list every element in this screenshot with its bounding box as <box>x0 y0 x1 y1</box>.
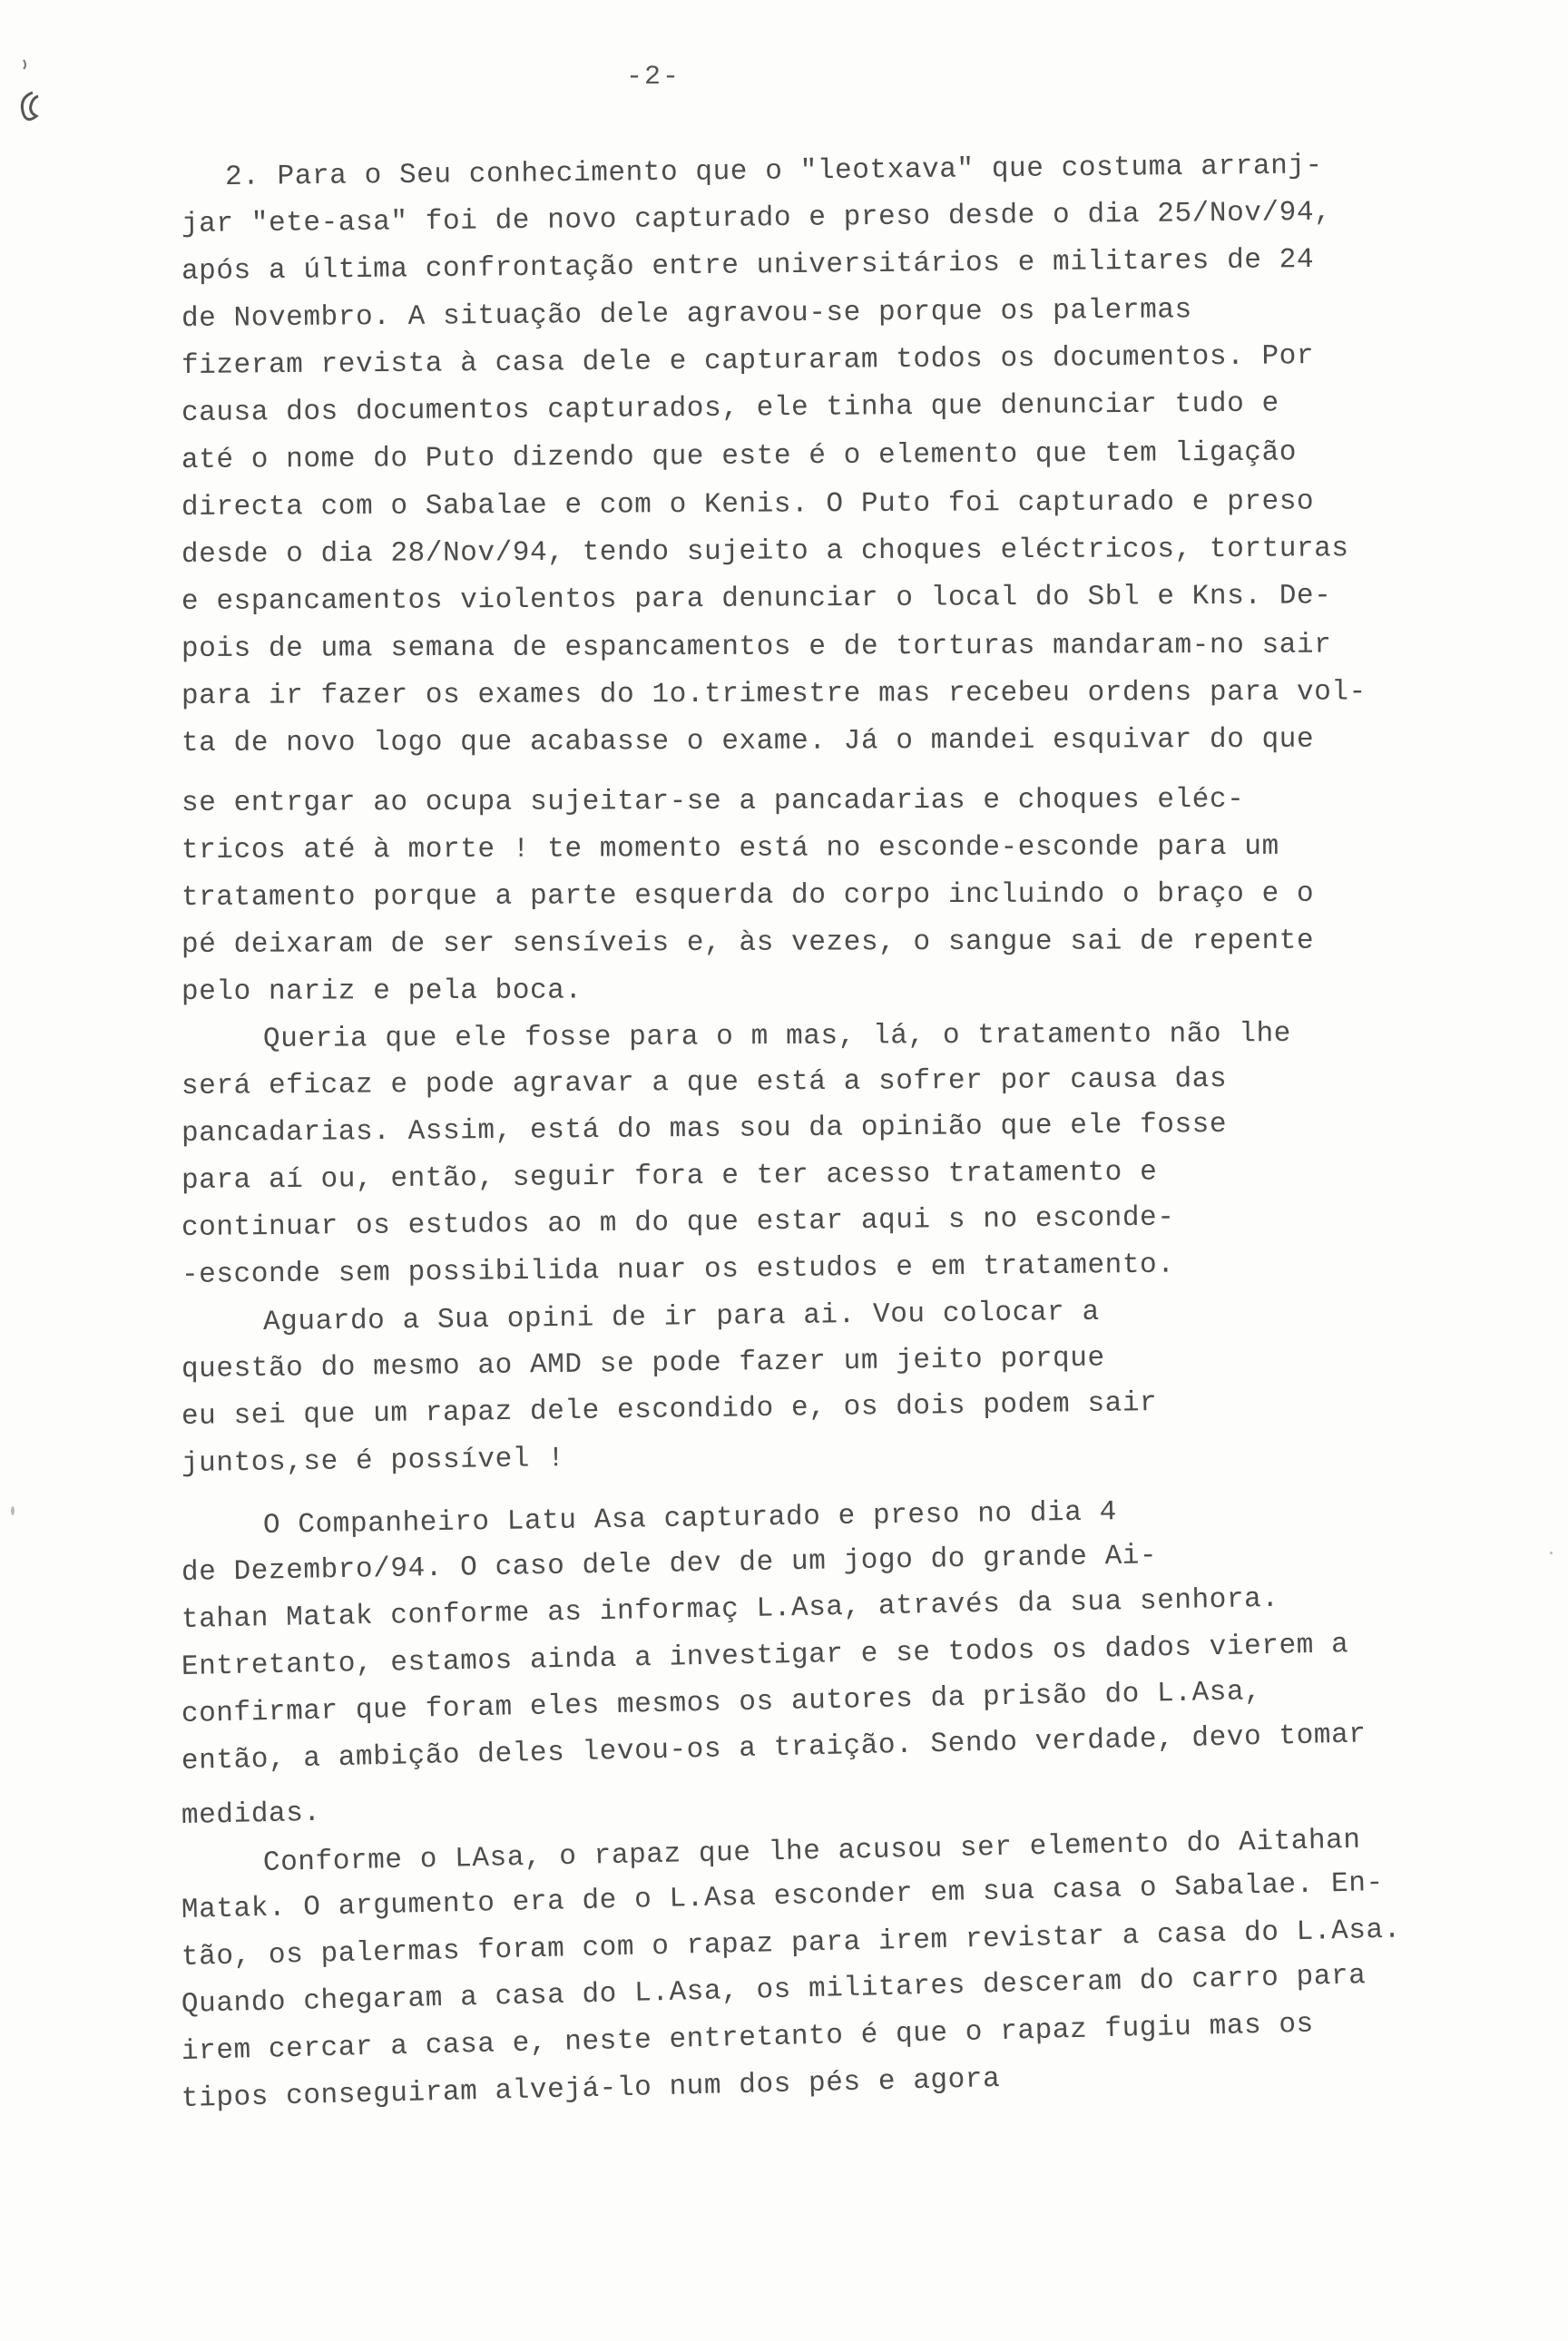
text-line: tratamento porque a parte esquerda do corpo incluindo o braço e o <box>181 877 1315 914</box>
text-line: continuar os estudos ao m do que estar aqui s no esconde- <box>181 1201 1175 1244</box>
text-line: Entretanto, estamos ainda a investigar e se todos os dados vierem a <box>181 1629 1349 1683</box>
text-line: se entrgar ao ocupa sujeitar-se a pancadarias e choques eléc- <box>181 783 1245 819</box>
text-line: -esconde sem possibilida nuar os estudos e em tratamento. <box>181 1249 1175 1291</box>
text-line: para ir fazer os exames do 1o.trimestre mas recebeu ordens para vol- <box>181 676 1367 712</box>
text-line: tahan Matak conforme as informaç L.Asa, através da sua senhora. <box>181 1582 1279 1636</box>
page-number: -2- <box>626 62 681 93</box>
text-line: tão, os palermas foram com o rapaz para irem revistar a casa do L.Asa. <box>181 1914 1402 1974</box>
text-line: fizeram revista à casa dele e capturaram todos os documentos. Por <box>181 340 1315 382</box>
scan-speck <box>11 1506 15 1515</box>
text-line: até o nome do Puto dizendo que este é o elemento que tem ligação <box>181 436 1298 476</box>
text-line: directa com o Sabalae e com o Kenis. O Puto foi capturado e preso <box>181 485 1315 524</box>
text-line: pé deixaram de ser sensíveis e, às vezes, o sangue sai de repente <box>181 925 1315 961</box>
text-line: após a última confrontação entre universitários e militares de 24 <box>181 243 1315 288</box>
text-line: medidas. <box>181 1797 321 1832</box>
text-line: pois de uma semana de espancamentos e de torturas mandaram-no sair <box>181 629 1332 665</box>
margin-mark-icon <box>13 56 45 138</box>
scan-speck <box>1550 1552 1553 1554</box>
text-line: será eficaz e pode agravar a que está a sofrer por causa das <box>181 1063 1228 1102</box>
text-line: Queria que ele fosse para o m mas, lá, o tratamento não lhe <box>262 1018 1292 1055</box>
text-line: de Novembro. A situação dele agravou-se porque os palermas <box>181 294 1192 335</box>
text-line: O Companheiro Latu Asa capturado e preso no dia 4 <box>262 1496 1118 1542</box>
text-line: pancadarias. Assim, está do mas sou da opinião que ele fosse <box>181 1108 1228 1150</box>
text-line: irem cercar a casa e, neste entretanto é que o rapaz fugiu mas os <box>181 2008 1315 2068</box>
text-line: causa dos documentos capturados, ele tinha que denunciar tudo e <box>181 387 1279 429</box>
text-line: juntos,se é possível ! <box>181 1443 565 1480</box>
text-line: e espancamentos violentos para denunciar o local do Sbl e Kns. De- <box>181 580 1332 618</box>
text-line: para aí ou, então, seguir fora e ter acesso tratamento e <box>181 1156 1158 1197</box>
text-line: tricos até à morte ! te momento está no esconde-esconde para um <box>181 830 1279 867</box>
text-line: jar "ete-asa" foi de novo capturado e preso desde o dia 25/Nov/94, <box>181 196 1332 240</box>
text-line: de Dezembro/94. O caso dele dev de um jogo do grande Ai- <box>181 1540 1158 1589</box>
text-line: eu sei que um rapaz dele escondido e, os dois podem sair <box>181 1386 1158 1433</box>
text-line: Matak. O argumento era de o L.Asa esconder em sua casa o Sabalae. En- <box>181 1866 1385 1926</box>
text-line: confirmar que foram eles mesmos os autores da prisão do L.Asa, <box>181 1676 1262 1730</box>
text-line: ta de novo logo que acabasse o exame. Já o mandei esquivar do que <box>181 723 1315 759</box>
text-line: questão do mesmo ao AMD se pode fazer um jeito porque <box>181 1342 1105 1386</box>
text-line: desde o dia 28/Nov/94, tendo sujeito a choques eléctricos, torturas <box>181 533 1349 571</box>
text-line: Conforme o LAsa, o rapaz que lhe acusou ser elemento do Aitahan <box>262 1824 1361 1879</box>
text-line: Quando chegaram a casa do L.Asa, os militares desceram do carro para <box>181 1960 1367 2021</box>
text-line: 2. Para o Seu conhecimento que o "leotxava" que costuma arranj- <box>224 150 1323 193</box>
text-line: pelo nariz e pela boca. <box>181 975 583 1008</box>
text-line: então, a ambição deles levou-os a traição. Sendo verdade, devo tomar <box>181 1719 1367 1778</box>
text-line: tipos conseguiram alvejá-lo num dos pés e agora <box>181 2062 1001 2115</box>
text-line: Aguardo a Sua opini de ir para ai. Vou colocar a <box>262 1296 1100 1338</box>
